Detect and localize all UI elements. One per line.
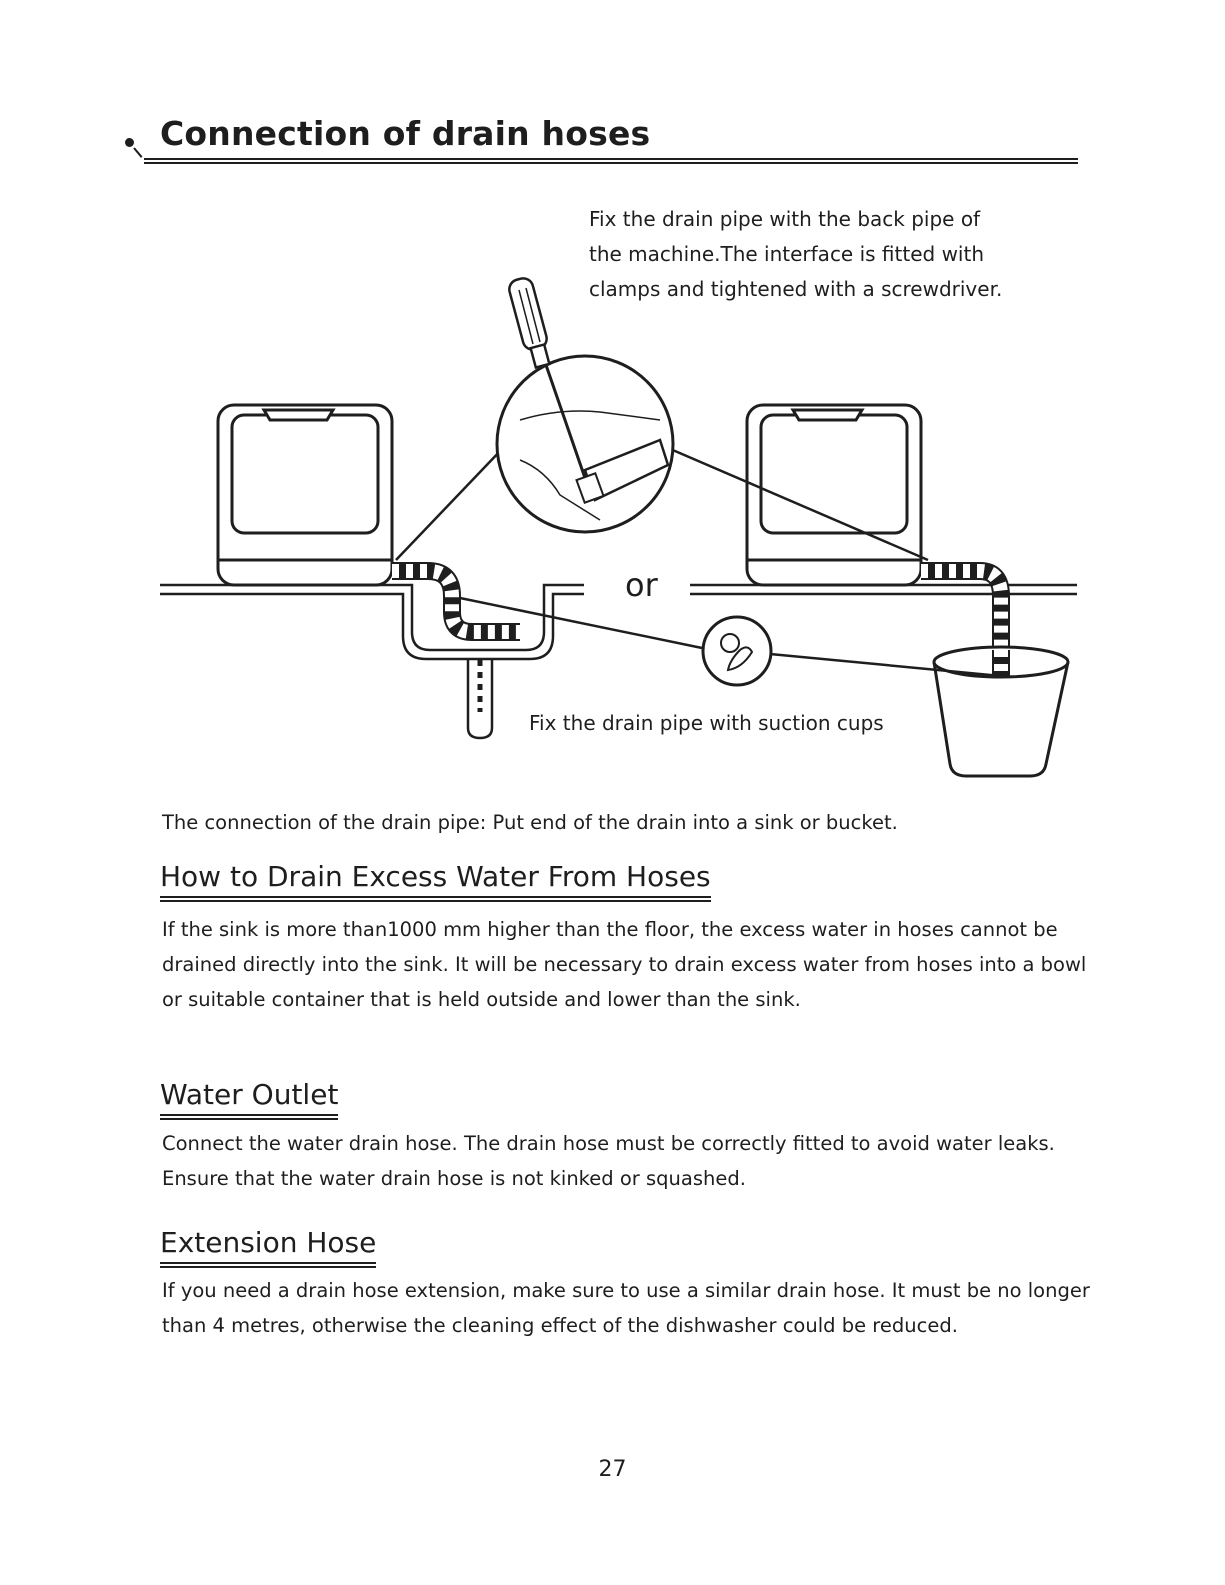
clamp-detail-circle xyxy=(497,356,673,532)
or-label: or xyxy=(625,566,658,604)
heading-drain-excess-water: How to Drain Excess Water From Hoses xyxy=(160,860,711,893)
suction-cup-instruction: Fix the drain pipe with suction cups xyxy=(529,711,884,735)
intro-paragraph: The connection of the drain pipe: Put end of the drain into a sink or bucket. xyxy=(162,811,898,834)
paragraph-drain-excess-water: If the sink is more than1000 mm higher than the floor, the excess water in hoses cannot be drained directly into the sink. It will be necessary to drain excess water from hoses into a bowl or suitable container that is held outside and lower than the sink. xyxy=(162,918,1087,1011)
paragraph-extension-hose: If you need a drain hose extension, make sure to use a similar drain hose. It must be no longer than 4 metres, otherwise the cleaning effect of the dishwasher could be reduced. xyxy=(162,1279,1090,1337)
page-number: 27 xyxy=(598,1457,627,1482)
counter-and-sink xyxy=(160,585,584,738)
paragraph-water-outlet: Connect the water drain hose. The drain hose must be correctly fitted to avoid water leaks. Ensure that the water drain hose is not kinked or squashed. xyxy=(162,1132,1055,1190)
clamp-instruction: Fix the drain pipe with the back pipe of the machine.The interface is fitted with clamps and tightened with a screwdriver. xyxy=(589,207,1003,301)
dishwasher-left xyxy=(218,405,392,585)
heading-water-outlet: Water Outlet xyxy=(160,1078,339,1111)
heading-extension-hose: Extension Hose xyxy=(160,1226,377,1259)
dishwasher-right xyxy=(747,405,921,585)
page-title: Connection of drain hoses xyxy=(160,114,651,153)
